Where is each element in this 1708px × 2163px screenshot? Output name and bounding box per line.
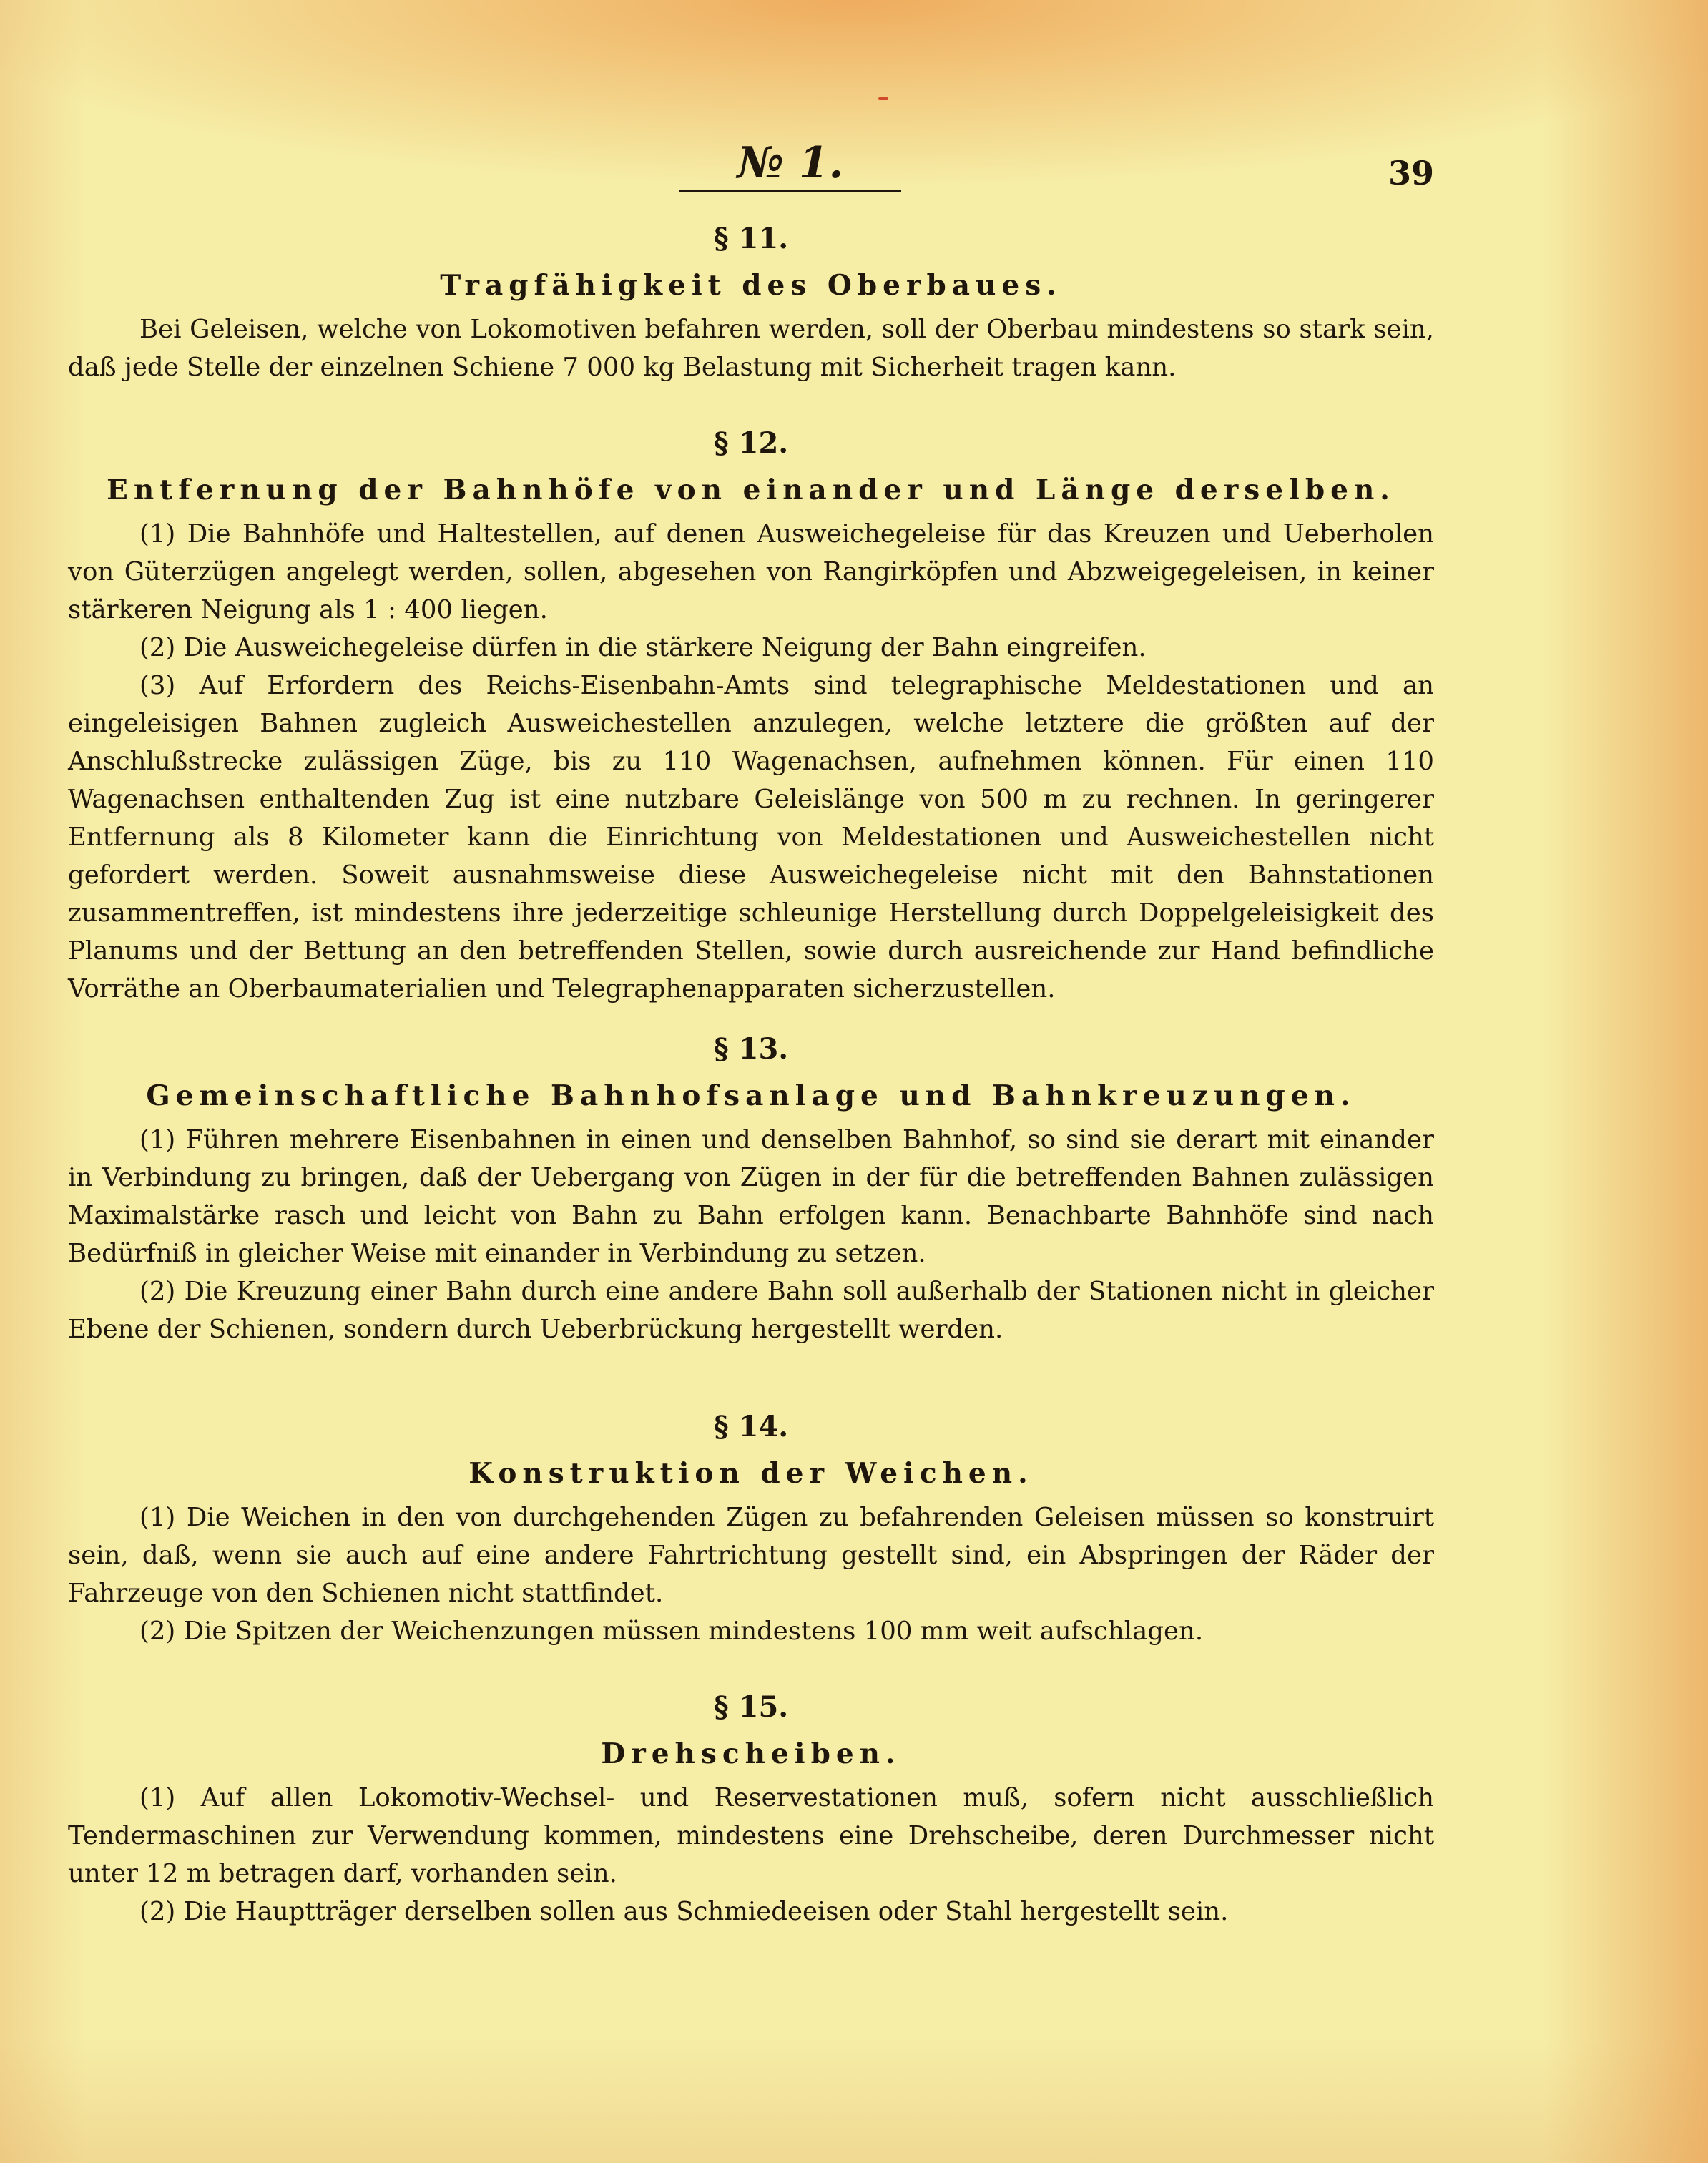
document-page — [68, 0, 1434, 2163]
issue-underline — [679, 190, 901, 192]
section-title: Gemeinschaftliche Bahnhofsanlage und Bahnkreuzungen. — [146, 1079, 1356, 1112]
section-number: § 12. — [713, 426, 789, 460]
section-14 — [68, 1403, 1434, 1650]
section-title: Tragfähigkeit des Oberbaues. — [440, 269, 1062, 302]
section-11 — [68, 215, 1434, 386]
page-header — [68, 132, 1434, 197]
issue-number: № 1. — [737, 138, 844, 188]
paragraph: (1) Auf allen Lokomotiv-Wechsel- und Reservestationen muß, sofern nicht ausschließlich Tendermaschinen zur Verwendung kommen, mindestens eine Drehscheibe, deren Durchmesser nicht unter 12 m betragen darf, vorhanden sein. — [68, 1783, 1434, 1888]
paragraph: Bei Geleisen, welche von Lokomotiven befahren werden, soll der Oberbau mindestens so stark sein, daß jede Stelle der einzelnen Schiene 7 000 kg Belastung mit Sicherheit tragen kann. — [68, 315, 1434, 382]
section-number: § 13. — [713, 1032, 789, 1066]
paragraph: (3) Auf Erfordern des Reichs-Eisenbahn-Amts sind telegraphische Meldestationen und an eingeleisigen Bahnen zugleich Ausweichestellen anzulegen, welche letztere die größten auf der Anschlußstrecke zulässigen Züge, bis zu 110 Wagenachsen, aufnehmen können. Für einen 110 Wagenachsen enthaltenden Zug ist eine nutzbare Geleislänge von 500 m zu rechnen. In geringerer Entfernung als 8 Kilometer kann die Einrichtung von Meldestationen und Ausweichestellen nicht gefordert werden. Soweit ausnahmsweise diese Ausweichegeleise nicht mit den Bahnstationen zusammentreffen, ist mindestens ihre jederzeitige schleunige Herstellung durch Doppelgeleisigkeit des Planums und der Bettung an den betreffenden Stellen, sowie durch ausreichende zur Hand befindliche Vorräthe an Oberbaumaterialien und Telegraphenapparaten sicherzustellen. — [68, 671, 1434, 1004]
paragraph: (1) Die Weichen in den von durchgehenden Zügen zu befahrenden Geleisen müssen so konstruirt sein, daß, wenn sie auch auf eine andere Fahrtrichtung gestellt sind, ein Abspringen der Räder der Fahrzeuge von den Schienen nicht stattfindet. — [68, 1503, 1434, 1608]
paragraph: (1) Führen mehrere Eisenbahnen in einen und denselben Bahnhof, so sind sie derart mit einander in Verbindung zu bringen, daß der Uebergang von Zügen in der für die betreffenden Bahnen zulässigen Maximalstärke rasch und leicht von Bahn zu Bahn erfolgen kann. Benachbarte Bahnhöfe sind nach Bedürfniß in gleicher Weise mit einander in Verbindung zu setzen. — [68, 1125, 1434, 1268]
section-number: § 14. — [713, 1410, 789, 1443]
paragraph: (2) Die Hauptträger derselben sollen aus Schmiedeeisen oder Stahl hergestellt sein. — [139, 1897, 1229, 1926]
section-title: Entfernung der Bahnhöfe von einander und Länge derselben. — [107, 474, 1395, 506]
section-15 — [68, 1683, 1434, 1931]
paragraph: (1) Die Bahnhöfe und Haltestellen, auf denen Ausweichegeleise für das Kreuzen und Ueberholen von Güterzügen angelegt werden, sollen, abgesehen von Rangirköpfen und Abzweigegeleisen, in keiner stärkeren Neigung als 1 : 400 liegen. — [68, 519, 1434, 624]
page-number: 39 — [1388, 154, 1434, 192]
section-number: § 11. — [713, 222, 789, 255]
paragraph: (2) Die Kreuzung einer Bahn durch eine andere Bahn soll außerhalb der Stationen nicht in gleicher Ebene der Schienen, sondern durch Ueberbrückung hergestellt werden. — [68, 1277, 1434, 1344]
section-12 — [68, 419, 1434, 1008]
section-title: Drehscheiben. — [601, 1737, 901, 1770]
paragraph: (2) Die Ausweichegeleise dürfen in die stärkere Neigung der Bahn eingreifen. — [139, 633, 1147, 662]
paragraph: (2) Die Spitzen der Weichenzungen müssen mindestens 100 mm weit aufschlagen. — [139, 1617, 1204, 1646]
section-13 — [68, 1025, 1434, 1348]
section-title: Konstruktion der Weichen. — [468, 1457, 1034, 1490]
section-number: § 15. — [713, 1690, 789, 1724]
document-body — [68, 215, 1434, 1931]
